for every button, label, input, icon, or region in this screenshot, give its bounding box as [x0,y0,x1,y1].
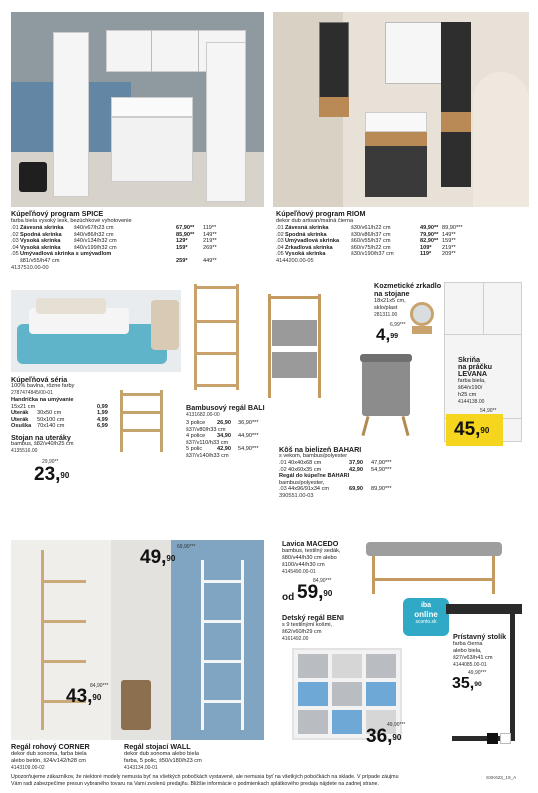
towel-stand-description: bambus, š82/v40/h25 cm [11,441,74,447]
levana-price: 45,90 [454,419,490,440]
footer-note-line1: Upozorňujeme zákazníkov, že niektoré modely nemusia byť na všetkých pobočkách vystavené, ale nemusia byť na všetkých pobočkách na sklade. V prípade záujmu [11,774,399,780]
bali-row: 5 polic 42,90 54,90*** [186,446,259,453]
white-color-swatch [500,733,511,744]
riom-row: 4144200.00-05 [276,257,314,264]
wall-description2: farba, 5 polic, š50/v180/h23 cm [124,758,202,764]
mirror-material: sklo/plast [374,305,398,311]
towel-row: 15x21 cm 0,99 [11,403,108,410]
corner-title: Regál rohový CORNER [11,742,90,751]
levana-color: farba biela, [458,378,486,384]
levana-article: 4144138.00 [458,399,485,405]
bali-row: 4 police 34,90 44,90*** [186,433,259,440]
spice-row: .02 Spodná skrinka š40/v86/h32 cm 85,90** 149** [11,231,217,238]
spice-row: .05 Umývadlová skrinka s umývadlom [11,251,112,258]
bali-title: Bambusový regál BALI [186,403,265,412]
corner-article: 4143109.00-02 [11,765,45,771]
wall-title: Regál stojací WALL [124,742,191,751]
bahari-basket-photo [356,350,416,442]
bali-row: š37/v80/h33 cm [186,426,226,433]
riom-row: .02 Spodná skrinka š30/v86/h37 cm 79,90** 149** [276,231,456,238]
towel-stand-article: 4135516.00 [11,448,38,454]
towel-stand-old-price: 29,90** [42,459,59,465]
levana-title-line3: LEVANA [458,369,488,378]
levana-title-line2: na práčku [458,362,492,371]
spice-bathroom-photo [11,12,264,207]
wall-description1: dekor dub sonoma alebo biela [124,751,199,757]
beni-description1: s 9 textilnými košmi, [282,622,333,628]
mirror-article: 281311.00 [374,312,398,318]
bahari-price-list [279,460,429,500]
spice-row: .04 Vysoká skrinka š40/v199/h32 cm 159* 269** [11,244,217,251]
spice-description: farba biela vysoký lesk, bezúchkové vyhotovenie [11,218,132,224]
bali-row: š37/v140/h33 cm [186,452,229,459]
corner-price: 43,90 [66,686,102,707]
levana-title-line1: Skriňa [458,355,480,364]
beni-article: 4161492.00 [282,636,309,642]
footer-note-line2: Vám radi zabezpečíme presun vybraného tovaru na Vami zvolenú predajňu. Bližšie informácie o podmienkach splátkového predaja nájdete na zadnej strane. [11,781,379,787]
online-only-badge: iba online sconto.sk [403,598,449,636]
macedo-title: Lavica MACEDO [282,539,339,548]
stolik-article: 4144085.00-01 [453,662,487,668]
levana-size1: š64/v190/ [458,385,483,391]
towels-photo [11,290,181,372]
corner-old-price: 84,90*** [90,683,109,689]
towels-description: 100% bavlna, rôzne farby [11,383,75,389]
stolik-old-price: 49,90*** [468,670,487,676]
bahari-row: .02 40x60x35 cm 42,90 54,90*** [279,466,392,473]
macedo-article: 4145490.00-01 [282,569,316,575]
bali-shelf-photo [188,282,248,392]
riom-row: .05 Vysoká skrinka š30/v190/h37 cm 119* 209** [276,251,456,258]
wall-price: 49,90 [140,547,176,568]
spice-title: Kúpeľňový program SPICE [11,209,104,218]
bali-article: 4131682.00-00 [186,412,220,418]
stolik-color1: farba čierna [453,641,483,647]
towel-row: Uterák 30x50 cm 1,99 [11,410,108,417]
spice-row: 4137510.00-00 [11,264,49,271]
stolik-title: Prístavný stolík [453,632,507,641]
macedo-price: 59,90 [297,582,333,603]
levana-old-price: 54,90** [480,408,497,414]
bahari-basket-title: Kôš na bielizeň BAHARI [279,445,362,454]
macedo-od-label: od [282,592,295,603]
mirror-old-price: 6,99*** [390,322,406,328]
towels-price-list [11,397,121,430]
spice-row: .03 Vysoká skrinka š40/v134/h32 cm 129* 219** [11,238,217,245]
page-code: SSK623_19_A [486,775,517,780]
beni-price: 36,90 [366,726,402,747]
mirror-size: 18x21x5 cm, [374,298,406,304]
riom-description: dekor dub artisan/matná čierna [276,218,354,224]
stolik-color2: alebo biela, [453,648,482,654]
corner-wall-photo [11,540,264,740]
spice-price-list [11,225,266,271]
towel-row: Handrička na umývanie [11,397,74,403]
macedo-description1: bambus, textilný sedák, [282,548,341,554]
bali-row: š37/v110/h33 cm [186,439,229,446]
bahari-basket-description: s vekom, bambus/polyester [279,453,348,459]
macedo-old-price: 84,90*** [313,578,332,584]
towel-stand-photo [110,385,182,455]
mirror-price: 4,99 [376,325,399,344]
macedo-bench-photo [360,538,510,598]
towels-article: 2787474845/00-01 [11,390,53,396]
mirror-photo [408,300,438,336]
beni-old-price: 49,90*** [387,722,406,728]
bali-price-list [186,420,276,460]
towel-row: Uterák 50x100 cm 4,99 [11,416,108,423]
beni-description2: š62/v60/h29 cm [282,629,322,635]
black-color-swatch [487,733,498,744]
spice-row: š81/v55/h47 cm 259* 449** [20,257,217,264]
bahari-shelf-photo [262,290,332,400]
stolik-price: 35,90 [452,675,482,692]
towel-stand-price: 23,90 [34,464,70,485]
riom-title: Kúpeľňový program RIOM [276,209,366,218]
wall-article: 4143134.00-01 [124,765,158,771]
levana-size2: h25 cm [458,392,477,398]
mirror-title: Kozmetické zrkadlo na stojane [374,281,442,298]
bahari-row: .03 44x96/91x34 cm 69,90 89,90*** [279,486,392,493]
corner-description2: alebo betón, š24/v142/h28 cm [11,758,86,764]
towel-row: Osuška 70x140 cm 6,99 [11,423,108,430]
riom-row: .04 Zrkadlová skrinka š60/v75/h22 cm 109* 219** [276,244,456,251]
bahari-row: bambus/polyester, [279,479,325,486]
riom-price-list [276,225,531,265]
riom-row: .03 Umývadlová skrinka š60/v55/h37 cm 82,90** 159** [276,238,456,245]
stolik-size: š27/v63/h41 cm [453,655,493,661]
riom-bathroom-photo [273,12,529,207]
macedo-description3: š100/v44/h30 cm [282,562,325,568]
corner-description1: dekor dub sonoma, farba biela [11,751,87,757]
towels-title: Kúpeľňová séria [11,375,68,384]
bahari-row: 390551.00-03 [279,492,314,499]
spice-row: .01 Závesná skrinka š40/v67/h23 cm 67,90** 119** [11,225,217,231]
macedo-description2: š80/v44/h30 cm alebo [282,555,337,561]
beni-title: Detský regál BENI [282,613,344,622]
towel-stand-title: Stojan na uteráky [11,433,71,442]
riom-row: .01 Závesná skrinka š30/v61/h22 cm 49,90** 89,90*** [276,225,463,231]
bali-row: 3 police 26,90 36,90*** [186,420,259,426]
bahari-row: Regál do kúpeľne BAHARI [279,473,350,480]
wall-old-price: 69,90*** [177,544,196,550]
bahari-row: .01 40x40x68 cm 37,90 47,90*** [279,460,392,466]
